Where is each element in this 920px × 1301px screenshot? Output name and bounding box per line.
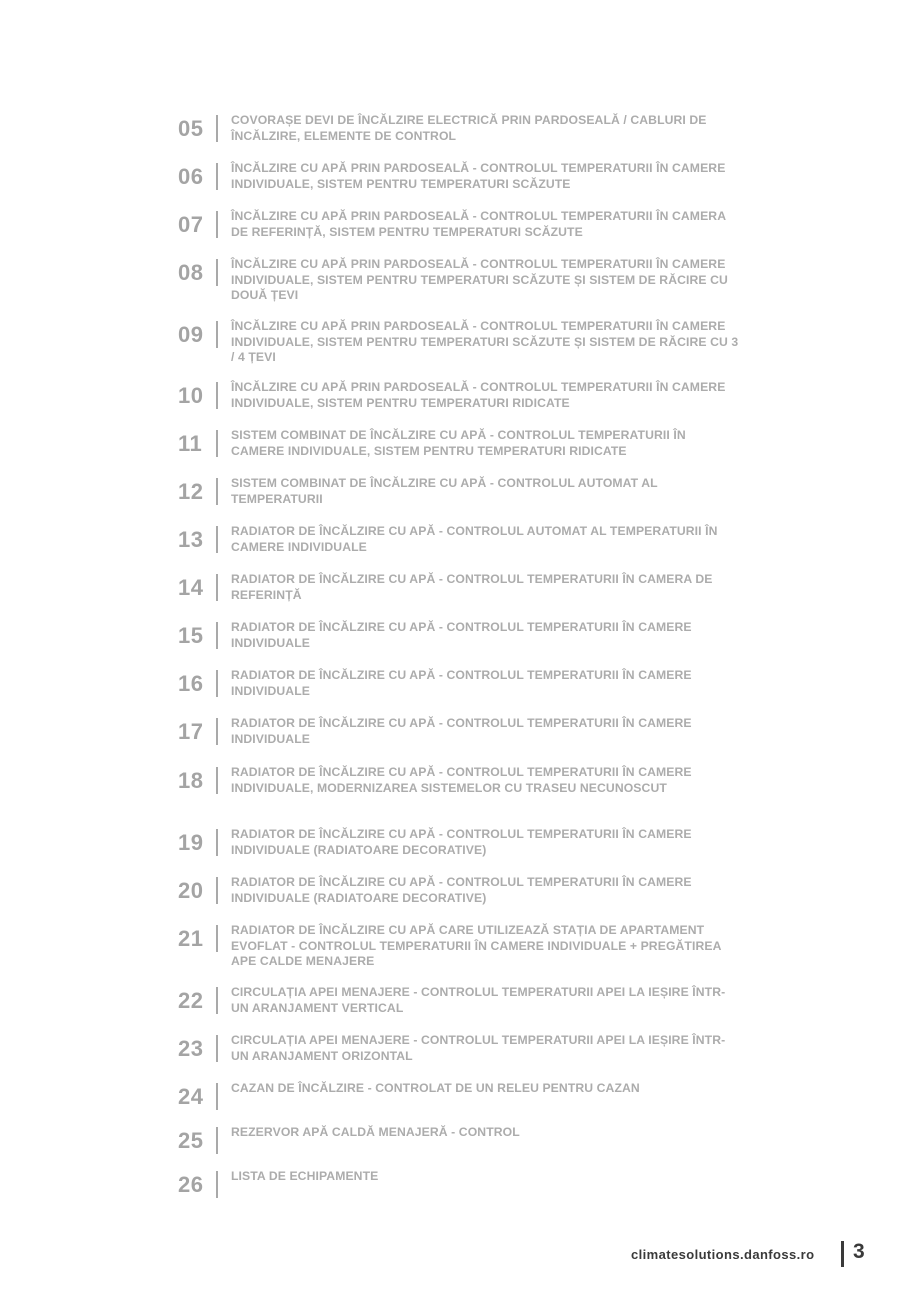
- toc-separator: [216, 321, 218, 348]
- toc-page-number: 18: [178, 768, 204, 793]
- toc-separator: [216, 526, 218, 553]
- toc-separator: [216, 987, 218, 1014]
- toc-separator: [216, 478, 218, 505]
- toc-title: REZERVOR APĂ CALDĂ MENAJERĂ - CONTROL: [231, 1125, 520, 1139]
- toc-separator: [216, 163, 218, 190]
- toc-title: LISTA DE ECHIPAMENTE: [231, 1169, 379, 1183]
- toc-separator: [216, 767, 218, 794]
- toc-page-number: 16: [178, 671, 204, 696]
- toc-page-number: 19: [178, 830, 204, 855]
- toc-page-number: 10: [178, 383, 204, 408]
- toc-separator: [216, 430, 218, 457]
- toc-title: RADIATOR DE ÎNCĂLZIRE CU APĂ - CONTROLUL TEMPERATURII ÎN CAMERE INDIVIDUALE: [231, 620, 692, 650]
- toc-separator: [216, 382, 218, 409]
- toc-separator: [216, 1171, 218, 1198]
- toc-page-number: 21: [178, 926, 204, 951]
- toc-title: RADIATOR DE ÎNCĂLZIRE CU APĂ - CONTROLUL TEMPERATURII ÎN CAMERE INDIVIDUALE: [231, 716, 692, 746]
- toc-title: SISTEM COMBINAT DE ÎNCĂLZIRE CU APĂ - CONTROLUL AUTOMAT AL TEMPERATURII: [231, 476, 658, 506]
- toc-title: RADIATOR DE ÎNCĂLZIRE CU APĂ - CONTROLUL TEMPERATURII ÎN CAMERE INDIVIDUALE (RADIATOARE DECORATIVE): [231, 827, 692, 857]
- toc-title: SISTEM COMBINAT DE ÎNCĂLZIRE CU APĂ - CONTROLUL TEMPERATURII ÎN CAMERE INDIVIDUALE, SISTEM PENTRU TEMPERATURI RIDICATE: [231, 428, 686, 458]
- toc-separator: [216, 259, 218, 286]
- toc-separator: [216, 622, 218, 649]
- toc-separator: [216, 718, 218, 745]
- toc-title: RADIATOR DE ÎNCĂLZIRE CU APĂ - CONTROLUL TEMPERATURII ÎN CAMERE INDIVIDUALE (RADIATOARE DECORATIVE): [231, 875, 692, 905]
- toc-title: ÎNCĂLZIRE CU APĂ PRIN PARDOSEALĂ - CONTROLUL TEMPERATURII ÎN CAMERE INDIVIDUALE, SISTEM PENTRU TEMPERATURI SCĂZUTE ȘI SISTEM DE RĂCIRE CU 3 / 4 ȚEVI: [231, 319, 739, 364]
- toc-separator: [216, 1127, 218, 1154]
- footer-separator: [841, 1241, 844, 1267]
- toc-title: CIRCULAȚIA APEI MENAJERE - CONTROLUL TEMPERATURII APEI LA IEȘIRE ÎNTR-UN ARANJAMENT VERTICAL: [231, 985, 726, 1015]
- toc-separator: [216, 574, 218, 601]
- toc-page-number: 08: [178, 260, 204, 285]
- toc-page-number: 17: [178, 719, 204, 744]
- toc-page-number: 26: [178, 1172, 204, 1197]
- toc-page-number: 06: [178, 164, 204, 189]
- toc-title: RADIATOR DE ÎNCĂLZIRE CU APĂ - CONTROLUL TEMPERATURII ÎN CAMERE INDIVIDUALE, MODERNIZAREA SISTEMELOR CU TRASEU NECUNOSCUT: [231, 765, 692, 795]
- toc-page-number: 23: [178, 1036, 204, 1061]
- toc-page-number: 25: [178, 1128, 204, 1153]
- toc-title: CIRCULAȚIA APEI MENAJERE - CONTROLUL TEMPERATURII APEI LA IEȘIRE ÎNTR-UN ARANJAMENT ORIZONTAL: [231, 1033, 726, 1063]
- toc-page-number: 13: [178, 527, 204, 552]
- toc-separator: [216, 1083, 218, 1110]
- toc-page-number: 20: [178, 878, 204, 903]
- toc-separator: [216, 1035, 218, 1062]
- toc-title: RADIATOR DE ÎNCĂLZIRE CU APĂ - CONTROLUL TEMPERATURII ÎN CAMERA DE REFERINȚĂ: [231, 572, 713, 602]
- toc-page-number: 22: [178, 988, 204, 1013]
- toc-title: ÎNCĂLZIRE CU APĂ PRIN PARDOSEALĂ - CONTROLUL TEMPERATURII ÎN CAMERA DE REFERINȚĂ, SISTEM PENTRU TEMPERATURI SCĂZUTE: [231, 209, 726, 239]
- toc-page-number: 09: [178, 322, 204, 347]
- toc-separator: [216, 877, 218, 904]
- toc-title: ÎNCĂLZIRE CU APĂ PRIN PARDOSEALĂ - CONTROLUL TEMPERATURII ÎN CAMERE INDIVIDUALE, SISTEM PENTRU TEMPERATURI RIDICATE: [231, 380, 726, 410]
- toc-separator: [216, 925, 218, 952]
- toc-page-number: 11: [178, 431, 203, 456]
- toc-page-number: 15: [178, 623, 204, 648]
- toc-separator: [216, 829, 218, 856]
- toc-page-number: 14: [178, 575, 204, 600]
- toc-page-number: 12: [178, 479, 204, 504]
- toc-title: COVORAȘE DEVI DE ÎNCĂLZIRE ELECTRICĂ PRIN PARDOSEALĂ / CABLURI DE ÎNCĂLZIRE, ELEMENTE DE CONTROL: [231, 113, 707, 143]
- toc-title: RADIATOR DE ÎNCĂLZIRE CU APĂ - CONTROLUL TEMPERATURII ÎN CAMERE INDIVIDUALE: [231, 668, 692, 698]
- toc-title: RADIATOR DE ÎNCĂLZIRE CU APĂ - CONTROLUL AUTOMAT AL TEMPERATURII ÎN CAMERE INDIVIDUALE: [231, 524, 718, 554]
- toc-page-number: 07: [178, 212, 204, 237]
- toc-page-number: 05: [178, 116, 204, 141]
- toc-separator: [216, 115, 218, 142]
- toc-title: RADIATOR DE ÎNCĂLZIRE CU APĂ CARE UTILIZEAZĂ STAȚIA DE APARTAMENT EVOFLAT - CONTROLUL TEMPERATURII ÎN CAMERE INDIVIDUALE + PREGĂTIREA APE CALDE MENAJERE: [231, 923, 722, 968]
- toc-separator: [216, 670, 218, 697]
- footer-website-link[interactable]: climatesolutions.danfoss.ro: [631, 1247, 815, 1262]
- toc-title: CAZAN DE ÎNCĂLZIRE - CONTROLAT DE UN RELEU PENTRU CAZAN: [231, 1081, 640, 1095]
- toc-separator: [216, 211, 218, 238]
- toc-title: ÎNCĂLZIRE CU APĂ PRIN PARDOSEALĂ - CONTROLUL TEMPERATURII ÎN CAMERE INDIVIDUALE, SISTEM PENTRU TEMPERATURI SCĂZUTE: [231, 161, 726, 191]
- toc-page-number: 24: [178, 1084, 204, 1109]
- page-number: 3: [853, 1240, 865, 1263]
- toc-title: ÎNCĂLZIRE CU APĂ PRIN PARDOSEALĂ - CONTROLUL TEMPERATURII ÎN CAMERE INDIVIDUALE, SISTEM PENTRU TEMPERATURI SCĂZUTE ȘI SISTEM DE RĂCIRE CU DOUĂ ȚEVI: [231, 257, 728, 302]
